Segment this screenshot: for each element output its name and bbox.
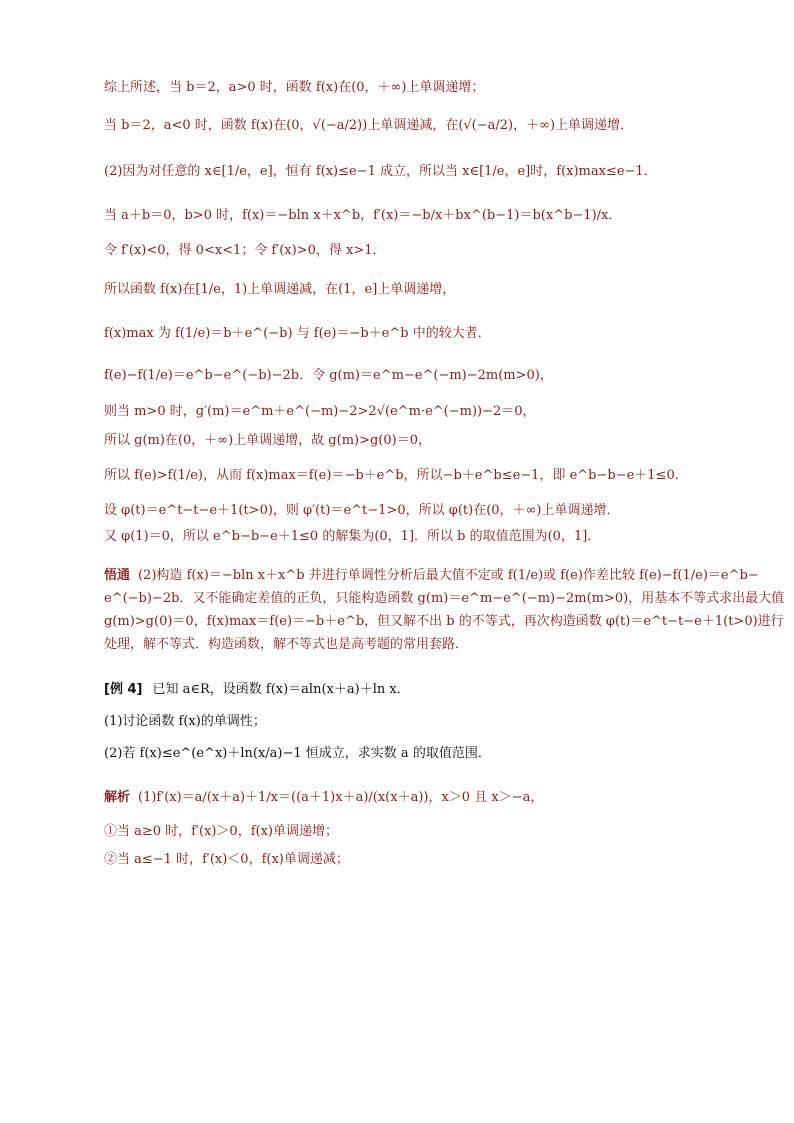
text-line-5: 令 f′(x)<0，得 0<x<1；令 f′(x)>0，得 x>1． [104, 243, 386, 258]
example-statement: 已知 a∈R，设函数 f(x)＝aln(x＋a)＋ln x． [152, 682, 410, 697]
question-1: (1)讨论函数 f(x)的单调性； [104, 714, 266, 729]
question-2: (2)若 f(x)≤e^(e^x)＋ln(x/a)−1 恒成立，求实数 a 的取值范围． [104, 746, 491, 761]
text-line-1: 综上所述，当 b＝2，a>0 时，函数 f(x)在(0，＋∞)上单调递增； [104, 80, 485, 95]
text-line-8: f(e)−f(1/e)＝e^b−e^(−b)−2b．令 g(m)＝e^m−e^(−m)−2m(m>0)， [104, 368, 553, 383]
insight-line-2: e^(−b)−2b．又不能确定差值的正负，只能构造函数 g(m)＝e^m−e^(−m)−2m(m>0)，用基本不等式求出最大值 [104, 591, 785, 606]
insight-line-1: 悟通 (2)构造 f(x)＝−bln x＋x^b 并进行单调性分析后最大值不定或 f(1/e)或 f(e)作差比较 f(e)−f(1/e)＝e^b− [104, 568, 759, 583]
text-line-12: 设 φ(t)＝e^t−t−e＋1(t>0)，则 φ′(t)＝e^t−1>0，所以 φ(t)在(0，＋∞)上单调递增． [104, 503, 620, 518]
text-line-4: 当 a＋b＝0，b>0 时，f(x)＝−bln x＋x^b，f′(x)＝−b/x＋bx^(b−1)＝b(x^b−1)/x． [104, 208, 622, 223]
insight-line-3: g(m)>g(0)＝0，f(x)max＝f(e)＝−b＋e^b，但又解不出 b 的不等式，再次构造函数 φ(t)＝e^t−t−e＋1(t>0)进行 [104, 614, 784, 629]
solution-label: 解析 [104, 790, 131, 805]
example-statement-line [104, 680, 410, 700]
example-label: [例 4] [104, 682, 143, 697]
text-line-13: 又 φ(1)＝0，所以 e^b−b−e＋1≤0 的解集为(0，1]．所以 b 的取值范围为(0，1]． [104, 529, 601, 544]
solution-case-2: ②当 a≤−1 时，f′(x)＜0，f(x)单调递减； [104, 852, 349, 867]
text-line-9: 则当 m>0 时，g′(m)＝e^m＋e^(−m)−2>2√(e^m·e^(−m))−2＝0， [104, 404, 536, 419]
text-line-6: 所以函数 f(x)在[1/e，1)上单调递减，在(1，e]上单调递增， [104, 282, 456, 297]
insight-line-4: 处理，解不等式．构造函数，解不等式也是高考题的常用套路． [104, 637, 469, 652]
solution-case-1: ①当 a≥0 时，f′(x)＞0，f(x)单调递增； [104, 824, 338, 839]
insight-label: 悟通 [104, 568, 131, 583]
insight-note [104, 564, 785, 656]
text-line-7: f(x)max 为 f(1/e)＝b＋e^(−b) 与 f(e)＝−b＋e^b 中的较大者． [104, 326, 491, 341]
text-line-2: 当 b＝2，a<0 时，函数 f(x)在(0，√(−a/2))上单调递减，在(√(−a/2)，＋∞)上单调递增． [104, 118, 634, 133]
text-line-3: (2)因为对任意的 x∈[1/e，e]，恒有 f(x)≤e−1 成立，所以当 x∈[1/e，e]时，f(x)max≤e−1． [104, 164, 657, 179]
text-line-11: 所以 f(e)>f(1/e)，从而 f(x)max＝f(e)＝−b＋e^b，所以−b＋e^b≤e−1，即 e^b−b−e＋1≤0． [104, 468, 688, 483]
text-line-10: 所以 g(m)在(0，＋∞)上单调递增，故 g(m)>g(0)＝0， [104, 433, 431, 448]
solution-line-1: 解析 (1)f′(x)＝a/(x＋a)＋1/x＝((a＋1)x＋a)/(x(x＋a))，x＞0 且 x＞−a， [104, 790, 544, 805]
